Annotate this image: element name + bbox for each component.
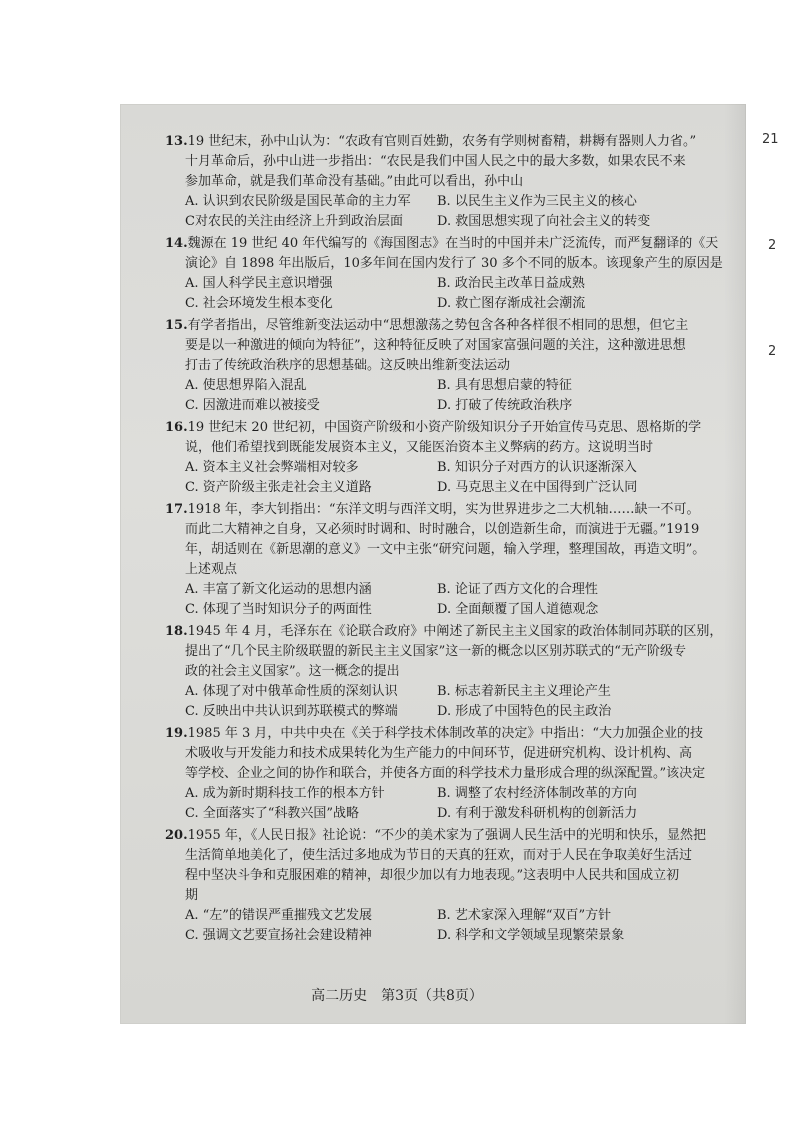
page-footer: 高二历史 第3页（共8页） <box>311 988 483 1004</box>
question-number: 17. <box>165 502 188 517</box>
answer-option: D. 马克思主义在中国得到广泛认同 <box>437 480 638 495</box>
question-stem-first-line <box>165 132 697 152</box>
answer-option: A. 使思想界陷入混乱 <box>185 378 307 393</box>
answer-option: C. 社会环境发生根本变化 <box>185 296 333 311</box>
answer-option: A. 丰富了新文化运动的思想内涵 <box>185 582 372 597</box>
question-stem-first-line <box>165 622 723 642</box>
answer-option: D. 救亡图存渐成社会潮流 <box>437 296 586 311</box>
answer-option: C. 因激进而难以被接受 <box>185 398 320 413</box>
answer-options <box>165 376 687 416</box>
question-stem-first-line <box>165 316 687 336</box>
answer-option: A. 国人科学民主意识增强 <box>185 276 333 291</box>
question-stem-line: 期 <box>185 888 199 903</box>
question <box>165 724 706 824</box>
question-stem-text: 19 世纪末 20 世纪初，中国资产阶级和小资产阶级知识分子开始宣传马克思、恩格斯的学 <box>187 420 702 435</box>
question <box>165 622 723 722</box>
answer-option: D. 科学和文学领域呈现繁荣景象 <box>437 928 625 943</box>
question-stem-line: 上述观点 <box>185 562 238 577</box>
question-stem-text: 有学者指出，尽管维新变法运动中“思想激荡之势包含各种各样很不相同的思想，但它主 <box>187 318 689 333</box>
question-stem-text: 1955 年，《人民日报》社论说：“不少的美术家为了强调人民生活中的光明和快乐，显然把 <box>187 828 706 843</box>
question-stem-line: 生活简单地美化了，使生活过多地成为节日的天真的狂欢，而对于人民在争取美好生活过 <box>185 848 693 863</box>
question <box>165 234 723 314</box>
question <box>165 132 697 232</box>
answer-option: D. 形成了中国特色的民主政治 <box>437 704 612 719</box>
question-stem-first-line <box>165 234 719 254</box>
question-stem-line: 演论》自 1898 年出版后，10多年间在国内发行了 30 多个不同的版本。该现象产生的原因是 <box>185 256 723 271</box>
answer-option: A. 体现了对中俄革命性质的深刻认识 <box>185 684 398 699</box>
question-stem-line: 年，胡适则在《新思潮的意义》一文中主张“研究问题，输入学理，整理国故，再造文明”。 <box>185 542 706 557</box>
question-number: 20. <box>165 828 188 843</box>
answer-option: C. 强调文艺要宣扬社会建设精神 <box>185 928 372 943</box>
question-stem-line: 参加革命，就是我们革命没有基础。”由此可以看出，孙中山 <box>185 174 524 189</box>
question <box>165 316 687 416</box>
answer-option: D. 有利于激发科研机构的创新活力 <box>437 806 638 821</box>
question-stem-text: 魏源在 19 世纪 40 年代编写的《海国图志》在当时的中国并未广泛流传，而严复翻译的《天 <box>187 236 719 251</box>
question-stem-line: 而此二大精神之自身，又必须时时调和、时时融合，以创造新生命，而演进于无疆。”1919 <box>185 522 700 537</box>
margin-digit: 2 <box>768 344 777 359</box>
question-number: 19. <box>165 726 188 741</box>
question-number: 14. <box>165 236 188 251</box>
question-stem-line: 十月革命后，孙中山进一步指出：“农民是我们中国人民之中的最大多数，如果农民不来 <box>185 154 686 169</box>
question-stem-first-line <box>165 418 702 438</box>
answer-option: C对农民的关注由经济上升到政治层面 <box>185 214 403 229</box>
question-stem-line: 程中坚决斗争和克服困难的精神，却很少加以有力地表现。”这表明中人民共和国成立初 <box>185 868 680 883</box>
question-stem-line: 要是以一种激进的倾向为特征”，这种特征反映了对国家富强问题的关注，这种激进思想 <box>185 338 686 353</box>
answer-option: B. 政治民主改革日益成熟 <box>437 276 585 291</box>
question-stem-text: 1985 年 3 月，中共中央在《关于科学技术体制改革的决定》中指出：“大力加强企业的技 <box>187 726 704 741</box>
answer-option: B. 标志着新民主主义理论产生 <box>437 684 611 699</box>
answer-options <box>165 580 687 620</box>
question <box>165 500 706 620</box>
answer-options <box>165 458 687 498</box>
answer-options <box>165 906 687 946</box>
question-stem-line: 说，他们希望找到既能发展资本主义，又能医治资本主义弊病的药方。这说明当时 <box>185 440 654 455</box>
answer-option: C. 体现了当时知识分子的两面性 <box>185 602 372 617</box>
answer-option: D. 全面颠覆了国人道德观念 <box>437 602 599 617</box>
question <box>165 418 702 498</box>
answer-option: A. 成为新时期科技工作的根本方针 <box>185 786 385 801</box>
margin-digit: 2 <box>768 238 777 253</box>
question-stem-text: 1918 年，李大钊指出：“东洋文明与西洋文明，实为世界进步之二大机轴……缺一不可。 <box>187 502 700 517</box>
answer-option: C. 全面落实了“科教兴国”战略 <box>185 806 360 821</box>
answer-option: B. 具有思想启蒙的特征 <box>437 378 572 393</box>
answer-option: B. 以民生主义作为三民主义的核心 <box>437 194 637 209</box>
question-stem-line: 术吸收与开发能力和技术成果转化为生产能力的中间环节，促进研究机构、设计机构、高 <box>185 746 693 761</box>
question-stem-line: 提出了“几个民主阶级联盟的新民主主义国家”这一新的概念以区别苏联式的“无产阶级专 <box>185 644 686 659</box>
question-stem-first-line <box>165 826 706 846</box>
answer-option: B. 艺术家深入理解“双百”方针 <box>437 908 612 923</box>
answer-options <box>165 682 687 722</box>
answer-option: D. 救国思想实现了向社会主义的转变 <box>437 214 651 229</box>
answer-option: B. 调整了农村经济体制改革的方向 <box>437 786 637 801</box>
question-number: 13. <box>165 134 188 149</box>
question-number: 18. <box>165 624 188 639</box>
question-stem-first-line <box>165 500 700 520</box>
answer-option: C. 反映出中共认识到苏联模式的弊端 <box>185 704 398 719</box>
answer-option: A. 资本主义社会弊端相对较多 <box>185 460 359 475</box>
answer-option: D. 打破了传统政治秩序 <box>437 398 573 413</box>
question-stem-line: 打击了传统政治秩序的思想基础。这反映出维新变法运动 <box>185 358 511 373</box>
question <box>165 826 706 946</box>
margin-digit: 21 <box>762 132 779 147</box>
answer-option: A. 认识到农民阶级是国民革命的主力军 <box>185 194 411 209</box>
answer-options <box>165 274 687 314</box>
answer-options <box>165 192 687 232</box>
question-stem-text: 1945 年 4 月，毛泽东在《论联合政府》中阐述了新民主主义国家的政治体制同苏联的区别， <box>187 624 723 639</box>
question-stem-text: 19 世纪末，孙中山认为：“农政有官则百姓勤，农务有学则树畜精，耕耨有器则人力省。” <box>187 134 697 149</box>
question-number: 15. <box>165 318 188 333</box>
answer-option: A. “左”的错误严重摧残文艺发展 <box>185 908 372 923</box>
question-stem-line: 等学校、企业之间的协作和联合，并使各方面的科学技术力量形成合理的纵深配置。”该决定 <box>185 766 706 781</box>
question-number: 16. <box>165 420 188 435</box>
answer-option: B. 论证了西方文化的合理性 <box>437 582 598 597</box>
answer-option: C. 资产阶级主张走社会主义道路 <box>185 480 372 495</box>
question-stem-line: 政的社会主义国家”。这一概念的提出 <box>185 664 400 679</box>
answer-options <box>165 784 687 824</box>
question-list <box>165 132 723 948</box>
page-shadow-edge <box>724 104 746 1024</box>
answer-option: B. 知识分子对西方的认识逐渐深入 <box>437 460 637 475</box>
question-stem-first-line <box>165 724 704 744</box>
